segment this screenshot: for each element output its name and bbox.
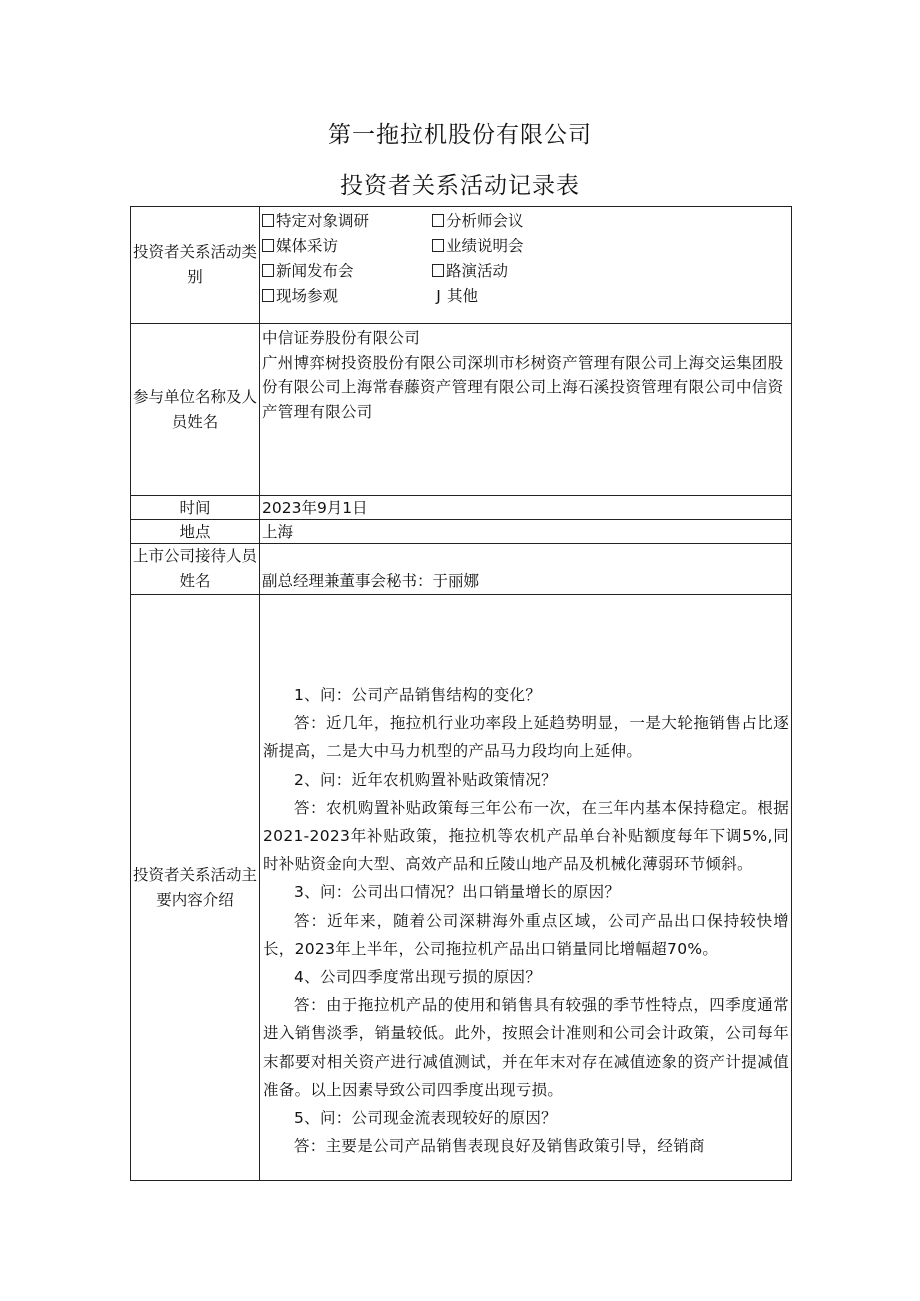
option-press-conference[interactable]: [262, 259, 432, 284]
reception-row: [131, 544, 792, 595]
location-label: 地点: [131, 520, 260, 544]
answer-2: 答：农机购置补贴政策每三年公布一次，在三年内基本保持稳定。根据2021-2023年补贴政策，拖拉机等农机产品单台补贴额度每年下调5%,同时补贴资金向大型、高效产品和丘陵山地产品及机械化薄弱环节倾斜。: [263, 798, 789, 874]
time-value: 2023年9月1日: [262, 498, 368, 517]
option-label: 现场参观: [276, 287, 339, 305]
activity-type-label: 投资者关系活动类别: [131, 207, 260, 324]
option-special-research[interactable]: [262, 209, 432, 234]
participants-line-2: 广州博弈树投资股份有限公司深圳市杉树资产管理有限公司上海交运集团股份有限公司上海常春藤资产管理有限公司上海石溪投资管理有限公司中信资产管理有限公司: [262, 353, 784, 421]
reception-label: 上市公司接待人员姓名: [131, 544, 260, 595]
checkbox-icon: [262, 214, 274, 227]
question-5: 5、问：公司现金流表现较好的原因？: [294, 1109, 557, 1128]
location-value: 上海: [262, 522, 294, 541]
option-label: 业绩说明会: [446, 237, 524, 255]
participants-text: [260, 324, 791, 426]
location-row: [131, 520, 792, 544]
activity-type-row: [131, 207, 792, 324]
question-2: 2、问：近年农机购置补贴政策情况？: [294, 770, 557, 789]
answer-4: 答：由于拖拉机产品的使用和销售具有较强的季节性特点，四季度通常进入销售淡季，销量较低。此外，按照会计准则和公司会计政策，公司每年末都要对相关资产进行减值测试，并在年末对存在减值迹象的资产计提减值准备。以上因素导致公司四季度出现亏损。: [263, 996, 789, 1099]
content-label: 投资者关系活动主要内容介绍: [131, 595, 260, 1181]
option-label: 路演活动: [446, 262, 509, 280]
content-body: [260, 595, 791, 1160]
checkbox-icon: [432, 264, 444, 277]
answer-5: 答：主要是公司产品销售表现良好及销售政策引导，经销商: [294, 1137, 705, 1156]
option-site-visit[interactable]: [262, 284, 432, 309]
participants-row: [131, 324, 792, 496]
question-3: 3、问：公司出口情况？出口销量增长的原因？: [294, 883, 621, 902]
answer-3: 答：近年来，随着公司深耕海外重点区域，公司产品出口保持较快增长，2023年上半年，公司拖拉机产品出口销量同比增幅超70%。: [263, 911, 789, 958]
option-analyst-meeting[interactable]: [432, 209, 602, 234]
reception-value: 副总经理兼董事会秘书：于丽娜: [262, 572, 480, 590]
activity-type-options: [260, 207, 791, 309]
checkmark-icon: J: [436, 287, 441, 305]
option-roadshow[interactable]: [432, 259, 602, 284]
participants-label: 参与单位名称及人员姓名: [131, 324, 260, 496]
content-row: [131, 595, 792, 1181]
option-label: 媒体采访: [276, 237, 339, 255]
option-label: 分析师会议: [446, 212, 524, 230]
time-label: 时间: [131, 496, 260, 520]
checkbox-icon: [432, 214, 444, 227]
option-label: 特定对象调研: [276, 212, 370, 230]
option-label: 新闻发布会: [276, 262, 354, 280]
option-other[interactable]: [432, 284, 602, 309]
checkbox-icon: [262, 239, 274, 252]
form-title: 投资者关系活动记录表: [340, 173, 580, 199]
checkbox-icon: [262, 289, 274, 302]
option-earnings-call[interactable]: [432, 234, 602, 259]
company-title: 第一拖拉机股份有限公司: [328, 122, 592, 148]
option-media-interview[interactable]: [262, 234, 432, 259]
answer-1: 答：近几年，拖拉机行业功率段上延趋势明显，一是大轮拖销售占比逐渐提高，二是大中马力机型的产品马力段均向上延伸。: [263, 714, 789, 761]
checkbox-icon: [262, 264, 274, 277]
question-4: 4、公司四季度常出现亏损的原因？: [294, 968, 542, 987]
participants-line-1: 中信证券股份有限公司: [262, 329, 421, 347]
time-row: [131, 496, 792, 520]
option-label: 其他: [447, 287, 479, 305]
record-table: [130, 206, 792, 1181]
checkbox-icon: [432, 239, 444, 252]
question-1: 1、问：公司产品销售结构的变化？: [294, 686, 542, 704]
